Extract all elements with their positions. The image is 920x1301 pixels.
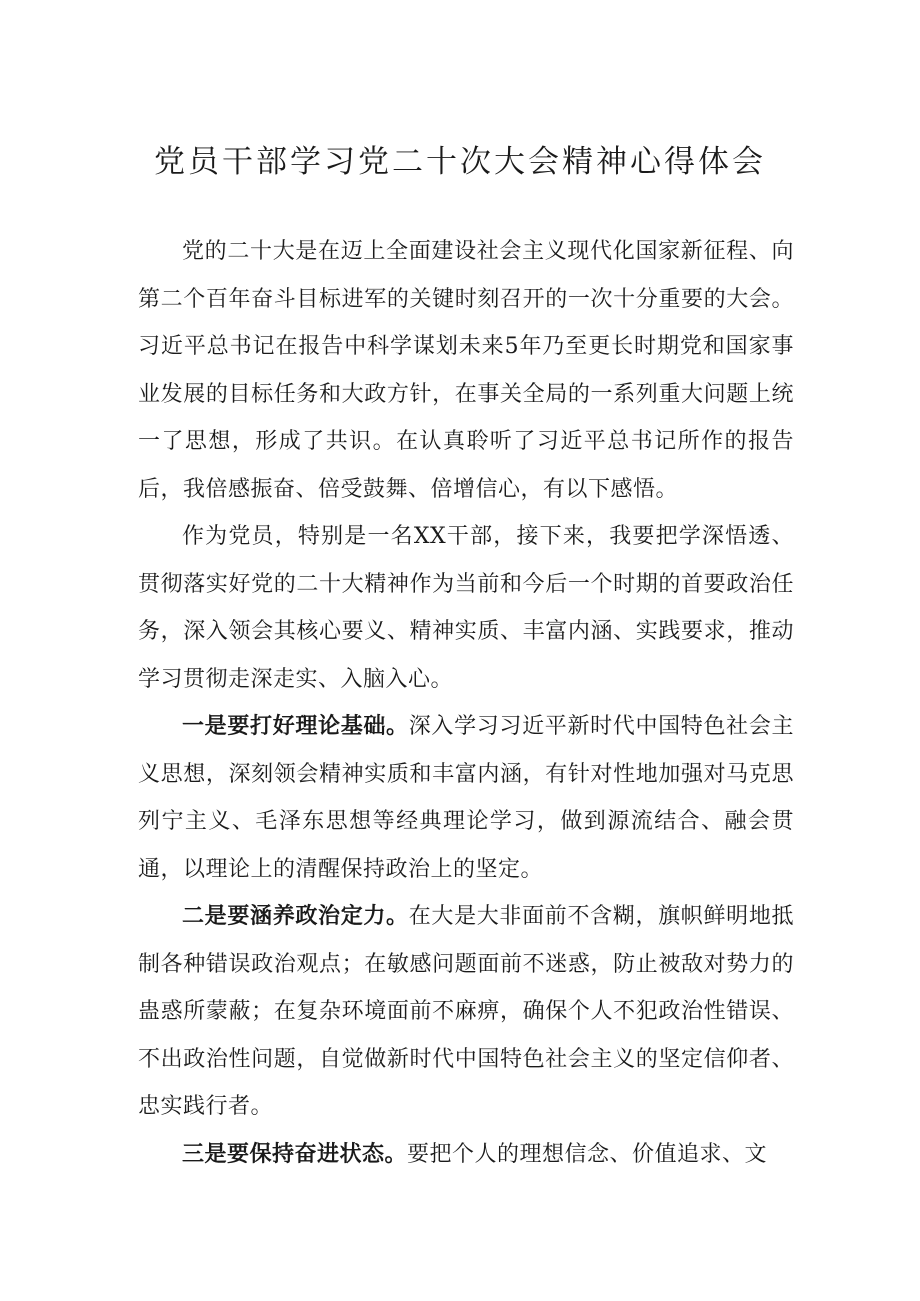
paragraph-text: 作为党员，特别是一名XX干部，接下来，我要把学深悟透、贯彻落实好党的二十大精神作为当前和今后一个时期的首要政治任务，深入领会其核心要义、精神实质、丰富内涵、实践要求，推动学习贯彻走深走实、入脑入心。	[138, 524, 794, 692]
document-body	[138, 228, 794, 1178]
paragraph-lead: 一是要打好理论基础。	[182, 713, 409, 739]
paragraph-commitment	[138, 513, 794, 703]
paragraph-text: 在大是大非面前不含糊，旗帜鲜明地抵制各种错误政治观点；在敏感问题面前不迷惑，防止被敌对势力的蛊惑所蒙蔽；在复杂环境面前不麻痹，确保个人不犯政治性错误、不出政治性问题，自觉做新时代中国特色社会主义的坚定信仰者、忠实践行者。	[138, 904, 794, 1119]
paragraph-lead: 二是要涵养政治定力。	[182, 903, 409, 929]
paragraph-text: 深入学习习近平新时代中国特色社会主义思想，深刻领会精神实质和丰富内涵，有针对性地加强对马克思列宁主义、毛泽东思想等经典理论学习，做到源流结合、融会贯通，以理论上的清醒保持政治上的坚定。	[138, 714, 794, 882]
document-title: 党员干部学习党二十次大会精神心得体会	[154, 144, 766, 180]
paragraph-intro	[138, 228, 794, 513]
paragraph-lead: 三是要保持奋进状态。	[182, 1140, 408, 1167]
paragraph-point-2	[138, 893, 794, 1131]
paragraph-text: 党的二十大是在迈上全面建设社会主义现代化国家新征程、向第二个百年奋斗目标进军的关键时刻召开的一次十分重要的大会。习近平总书记在报告中科学谋划未来5年乃至更长时期党和国家事业发展的目标任务和大政方针，在事关全局的一系列重大问题上统一了思想，形成了共识。在认真聆听了习近平总书记所作的报告后，我倍感振奋、倍受鼓舞、倍增信心，有以下感悟。	[138, 239, 794, 502]
paragraph-text: 要把个人的理想信念、价值追求、文	[407, 1141, 768, 1167]
paragraph-point-3	[138, 1131, 794, 1179]
paragraph-point-1	[138, 703, 794, 893]
